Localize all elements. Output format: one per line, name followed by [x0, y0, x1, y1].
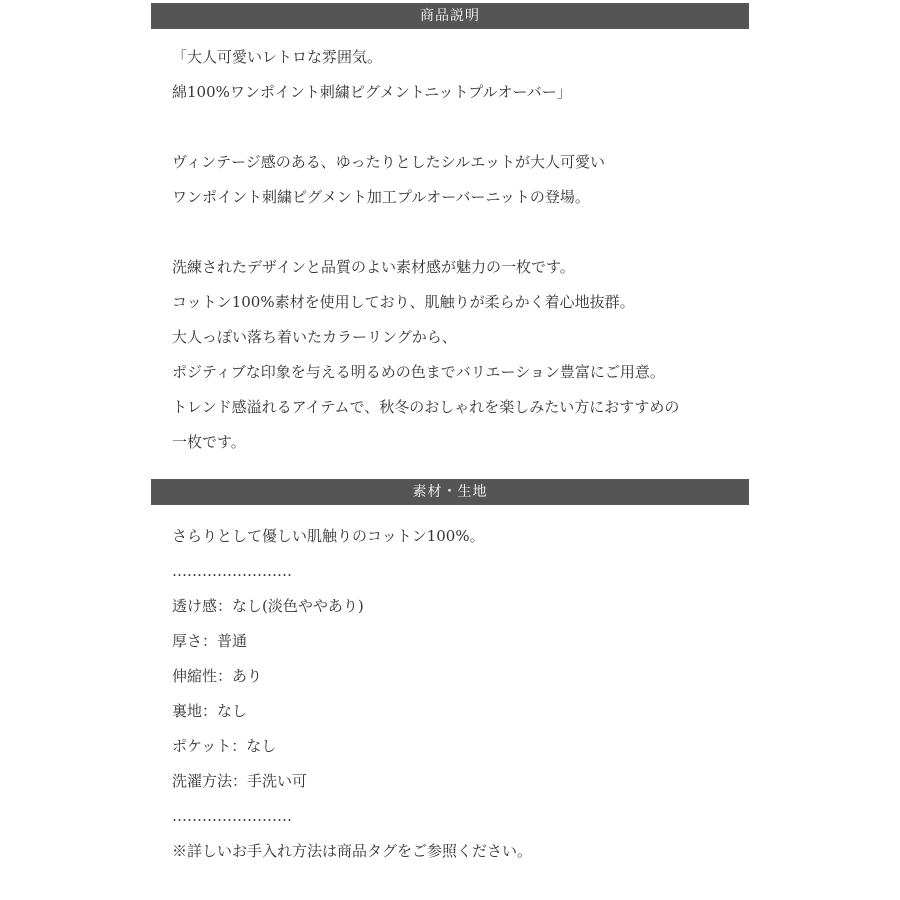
description-line: 綿100%ワンポイント刺繍ピグメントニットプルオーバー」: [172, 83, 572, 101]
spec-thickness: 厚さ：普通: [172, 632, 248, 650]
description-blank-line: [172, 110, 742, 145]
description-line: 洗練されたデザインと品質のよい素材感が魅力の一枚です。: [172, 258, 575, 276]
material-intro-line: さらりとして優しい肌触りのコットン100%。: [172, 527, 485, 545]
dotted-separator: ……………………: [172, 807, 292, 825]
spec-pocket: ポケット：なし: [172, 737, 277, 755]
description-line: コットン100%素材を使用しており、肌触りが柔らかく着心地抜群。: [172, 293, 635, 311]
description-line: 「大人可愛いレトロな雰囲気。: [172, 48, 383, 66]
spec-lining: 裏地：なし: [172, 702, 248, 720]
spec-transparency: 透け感：なし(淡色ややあり): [172, 597, 364, 615]
description-line: ヴィンテージ感のある、ゆったりとしたシルエットが大人可愛い: [172, 153, 605, 171]
product-description-header: 商品説明: [151, 3, 749, 29]
product-description-text: [172, 40, 742, 460]
care-note: ※詳しいお手入れ方法は商品タグをご参照ください。: [172, 842, 533, 860]
dotted-separator: ……………………: [172, 562, 292, 580]
material-fabric-header: 素材・生地: [151, 479, 749, 505]
spec-washing: 洗濯方法：手洗い可: [172, 772, 308, 790]
description-line: 大人っぽい落ち着いたカラーリングから、: [172, 328, 457, 346]
description-blank-line: [172, 215, 742, 250]
description-line: 一枚です。: [172, 433, 246, 451]
description-line: ポジティブな印象を与える明るめの色までバリエーション豊富にご用意。: [172, 363, 665, 381]
material-fabric-text: [172, 519, 742, 869]
description-line: ワンポイント刺繍ピグメント加工プルオーバーニットの登場。: [172, 188, 590, 206]
spec-stretch: 伸縮性：あり: [172, 667, 263, 685]
description-line: トレンド感溢れるアイテムで、秋冬のおしゃれを楽しみたい方におすすめの: [172, 398, 680, 416]
